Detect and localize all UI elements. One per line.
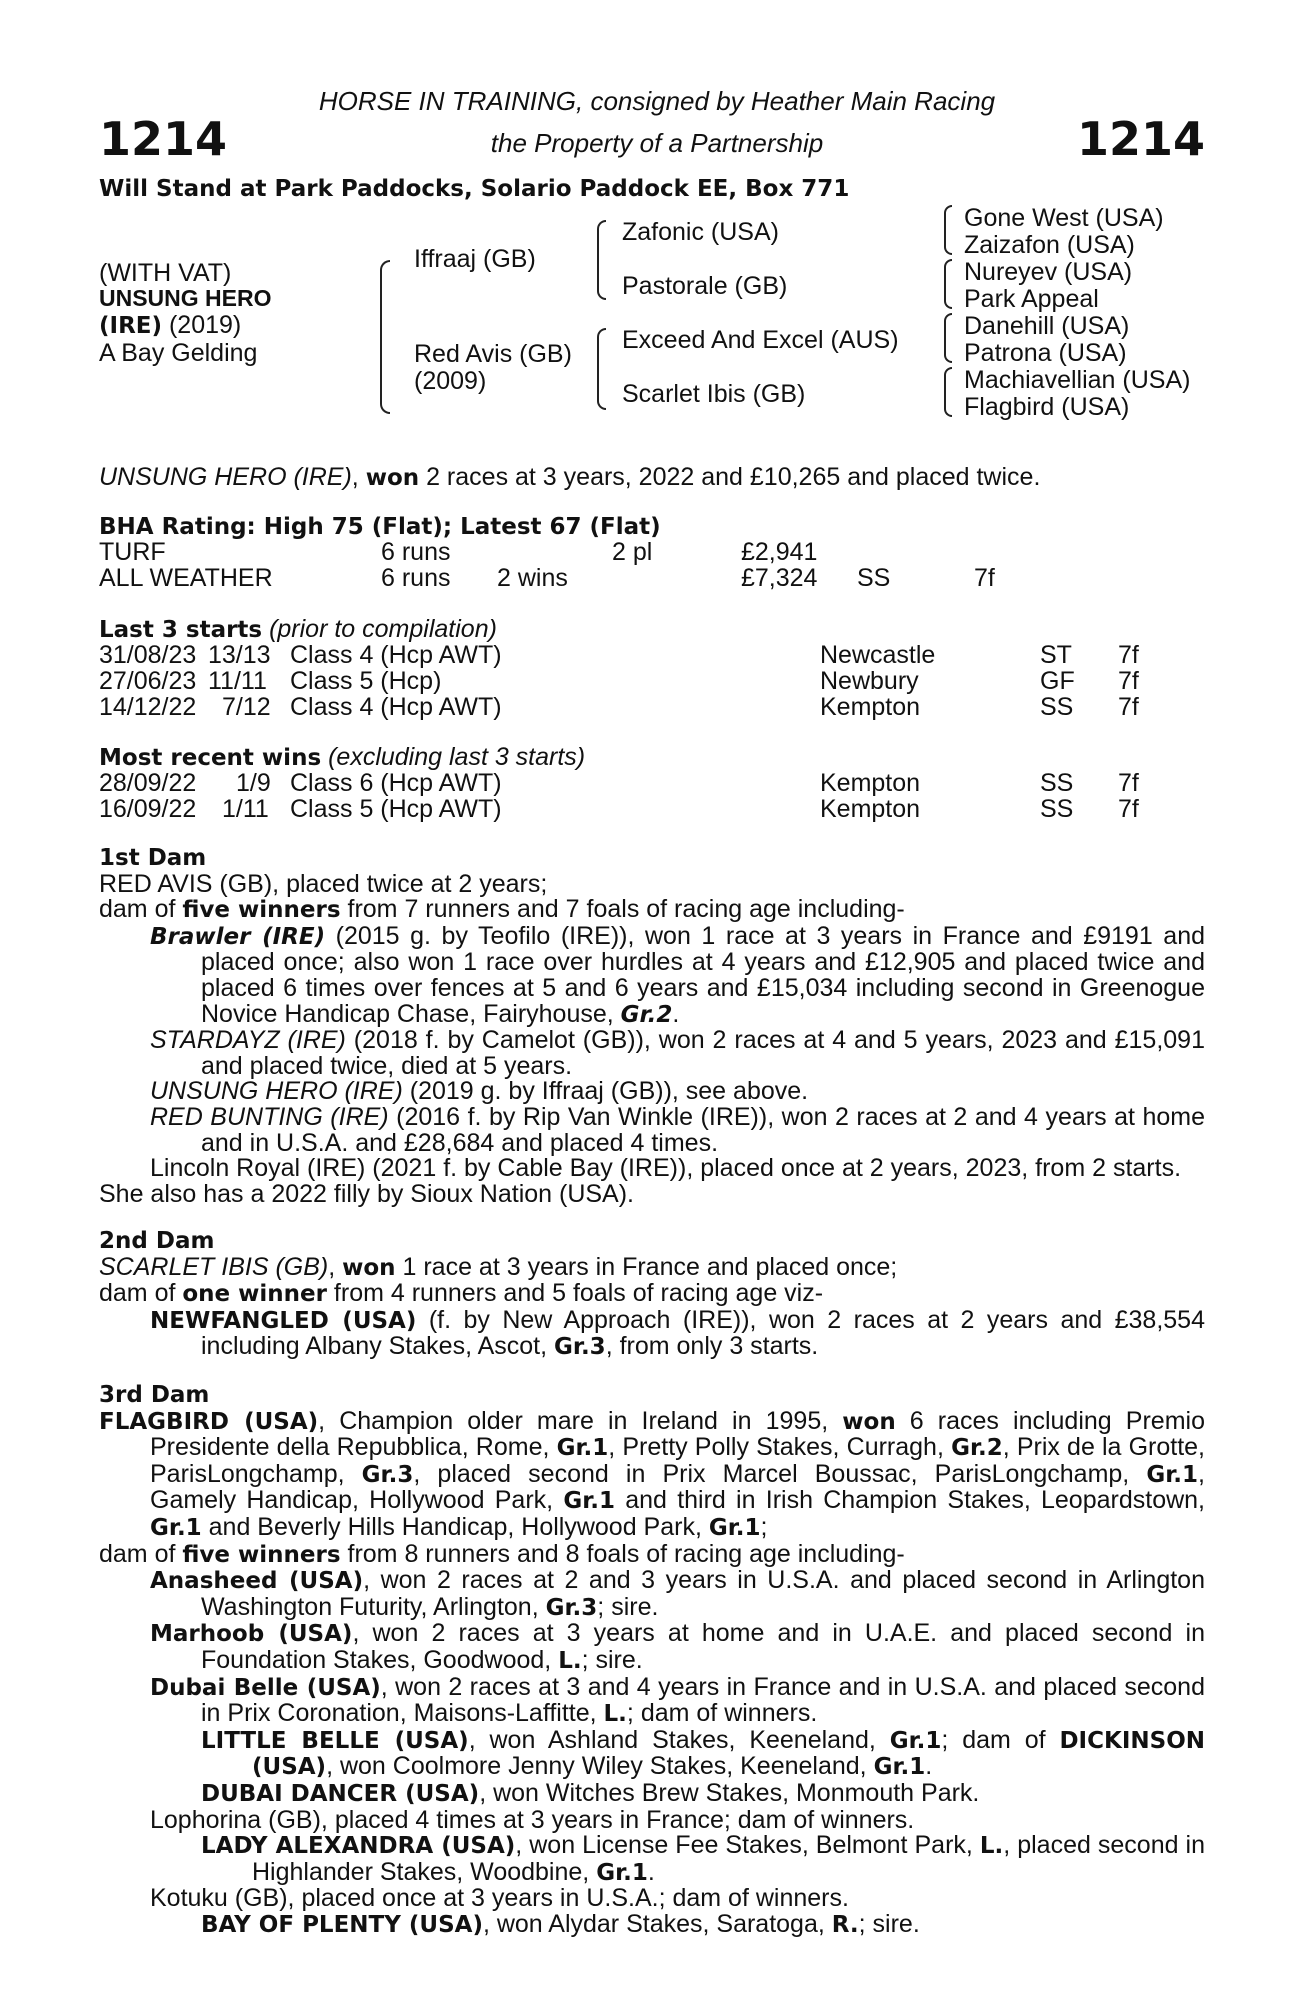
third-dam-title: 3rd Dam [99,1382,210,1408]
win-going: SS [1040,769,1074,797]
horse-name: UNSUNG HERO [99,285,272,311]
consignor-line: HORSE IN TRAINING, consigned by Heather Main Racing [318,86,996,116]
offspring-entry: Lincoln Royal (IRE) (2021 f. by Cable Bay (IRE)), placed once at 2 years, 2023, from 2 starts. [150,1154,1182,1183]
ggd-1: Zaizafon (USA) [964,231,1135,259]
rating-wins: 2 wins [497,564,568,592]
first-dam-section [99,846,1205,1207]
sire-dam: Pastorale (GB) [622,272,788,300]
offspring-entry: Dubai Belle (USA), won 2 races at 3 and 4 years in France and in U.S.A. and placed second in Prix Coronation, Maisons-Laffitte, L.; dam of winners. [150,1672,1205,1728]
ggd-2: Park Appeal [964,285,1099,313]
bracket-g4 [944,367,952,417]
bracket-sire-dam [380,260,390,414]
win-class: Class 5 (Hcp AWT) [290,795,502,823]
rating-money: £7,324 [741,564,818,592]
ggd-4: Flagbird (USA) [964,393,1130,421]
horse-description: A Bay Gelding [99,339,258,367]
grand-offspring-entry: LADY ALEXANDRA (USA), won License Fee Stakes, Belmont Park, L., placed second in Highlander Stakes, Woodbine, Gr.1. [201,1831,1205,1886]
offspring-entry: Brawler (IRE) (2015 g. by Teofilo (IRE)), won 1 race at 3 years in France and £9191 and placed once; also won 1 race over hurdles at 4 years and £12,905 and placed twice and placed 6 times over fences at 5 and 6 years and £15,034 including second in Greenogue Novice Handicap Chase, Fairyhouse, Gr.2. [150,921,1205,1028]
bracket-sire-parents [597,220,606,300]
rating-going: SS [857,564,891,592]
win-course: Kempton [820,795,921,823]
stand-location: Will Stand at Park Paddocks, Solario Paddock EE, Box 771 [99,176,850,202]
win-date: 28/09/22 [99,769,197,797]
grand-offspring-entry: DUBAI DANCER (USA), won Witches Brew Stakes, Monmouth Park. [201,1778,980,1807]
sire-sire: Zafonic (USA) [622,218,779,246]
win-course: Kempton [820,769,921,797]
lot-number-right: 1214 [1076,112,1205,166]
second-dam-produce-line: dam of one winner from 4 runners and 5 foals of racing age viz- [99,1279,824,1308]
start-distance: 7f [1118,667,1139,695]
rating-runs: 6 runs [381,564,451,592]
start-date: 14/12/22 [99,693,197,721]
third-dam-line: FLAGBIRD (USA), Champion older mare in Ireland in 1995, won 6 races including Premio Presidente della Repubblica, Rome, Gr.1, Pretty Polly Stakes, Curragh, Gr.2, Prix de la Grotte, ParisLongchamp, Gr.3, placed second in Prix Marcel Boussac, ParisLongchamp, Gr.1, Gamely Handicap, Hollywood Park, Gr.1 and third in Irish Champion Stakes, Leopardstown, Gr.1 and Beverly Hills Handicap, Hollywood Park, Gr.1; [99,1406,1206,1541]
start-going: GF [1040,667,1075,695]
offspring-entry: Anasheed (USA), won 2 races at 2 and 3 years in U.S.A. and placed second in Arlington Washington Futurity, Arlington, Gr.3; sire. [150,1566,1205,1621]
offspring-entry: STARDAYZ (IRE) (2018 f. by Camelot (GB)), won 2 races at 4 and 5 years, 2023 and £15,091 and placed twice, died at 5 years. [150,1026,1205,1080]
offspring-entry: Kotuku (GB), placed once at 3 years in U.S.A.; dam of winners. [150,1884,849,1913]
win-distance: 7f [1118,795,1139,823]
start-distance: 7f [1118,693,1139,721]
recent-wins-title: Most recent wins (excluding last 3 starts) [99,743,586,771]
ggs-2: Nureyev (USA) [964,258,1133,286]
rating-surface: TURF [99,538,166,566]
start-going: SS [1040,693,1074,721]
start-position: 11/11 [208,667,267,695]
offspring-entry: Marhoob (USA), won 2 races at 3 years at home and in U.A.E. and placed second in Foundation Stakes, Goodwood, L.; sire. [150,1619,1206,1674]
start-class: Class 5 (Hcp) [290,667,442,695]
win-position: 1/9 [236,769,271,797]
offspring-entry: Lophorina (GB), placed 4 times at 3 years in France; dam of winners. [150,1805,915,1834]
offspring-entry: RED BUNTING (IRE) (2016 f. by Rip Van Winkle (IRE)), won 2 races at 2 and 4 years at home and in U.S.A. and £28,684 and placed 4 times. [150,1102,1205,1157]
win-distance: 7f [1118,769,1139,797]
ggd-3: Patrona (USA) [964,339,1127,367]
race-summary: UNSUNG HERO (IRE), won 2 races at 3 years, 2022 and £10,265 and placed twice. [99,463,1041,491]
dam-name: Red Avis (GB) [414,340,572,368]
bracket-g1 [944,205,952,255]
grand-offspring-entry: LITTLE BELLE (USA), won Ashland Stakes, Keeneland, Gr.1; dam of DICKINSON (USA), won Coolmore Jenny Wiley Stakes, Keeneland, Gr.1. [201,1725,1205,1781]
start-position: 13/13 [208,641,271,669]
first-dam-title: 1st Dam [99,845,207,871]
offspring-entry: NEWFANGLED (USA) (f. by New Approach (IRE)), won 2 races at 2 years and £38,554 including Albany Stakes, Ascot, Gr.3, from only 3 starts. [150,1305,1205,1361]
vat-note: (WITH VAT) [99,259,232,287]
dam-year: (2009) [414,367,487,395]
rating-money: £2,941 [741,538,818,566]
second-dam-title: 2nd Dam [99,1228,215,1254]
rating-title: BHA Rating: High 75 (Flat); Latest 67 (Flat) [99,514,661,540]
third-dam-produce-line: dam of five winners from 8 runners and 8 foals of racing age including- [99,1539,905,1568]
second-dam-line: SCARLET IBIS (GB), won 1 race at 3 years in France and placed once; [99,1252,898,1281]
bracket-g3 [944,313,952,363]
first-dam-note: She also has a 2022 filly by Sioux Nation (USA). [99,1179,634,1208]
second-dam-section [99,1229,1205,1361]
third-dam-section [99,1383,1205,1938]
grand-offspring-entry: BAY OF PLENTY (USA), won Alydar Stakes, Saratoga, R.; sire. [201,1909,920,1938]
win-class: Class 6 (Hcp AWT) [290,769,502,797]
rating-runs: 6 runs [381,538,451,566]
ggs-4: Machiavellian (USA) [964,366,1191,394]
start-course: Newbury [820,667,919,695]
ggs-1: Gone West (USA) [964,204,1164,232]
sire-name: Iffraaj (GB) [414,245,536,273]
dam-sire: Exceed And Excel (AUS) [622,326,899,354]
start-distance: 7f [1118,641,1139,669]
start-course: Kempton [820,693,921,721]
lot-number-left: 1214 [99,112,228,166]
start-position: 7/12 [222,693,271,721]
start-course: Newcastle [820,641,936,669]
win-going: SS [1040,795,1074,823]
start-going: ST [1040,641,1072,669]
start-date: 31/08/23 [99,641,197,669]
first-dam-produce-line: dam of five winners from 7 runners and 7 foals of racing age including- [99,895,905,924]
offspring-entry: UNSUNG HERO (IRE) (2019 g. by Iffraaj (GB)), see above. [150,1077,809,1106]
win-position: 1/11 [222,795,269,823]
first-dam-line: RED AVIS (GB), placed twice at 2 years; [99,869,548,898]
win-date: 16/09/22 [99,795,197,823]
horse-name-country: (IRE) (2019) [99,311,242,339]
property-line: the Property of a Partnership [490,128,824,158]
bracket-dam-parents [597,328,606,410]
start-class: Class 4 (Hcp AWT) [290,693,502,721]
bracket-g2 [944,259,952,309]
rating-distance: 7f [974,564,995,592]
ggs-3: Danehill (USA) [964,312,1130,340]
rating-surface: ALL WEATHER [99,564,273,592]
start-class: Class 4 (Hcp AWT) [290,641,502,669]
start-date: 27/06/23 [99,667,197,695]
rating-placed: 2 pl [612,538,653,566]
last-starts-title: Last 3 starts (prior to compilation) [99,615,497,643]
dam-dam: Scarlet Ibis (GB) [622,380,806,408]
